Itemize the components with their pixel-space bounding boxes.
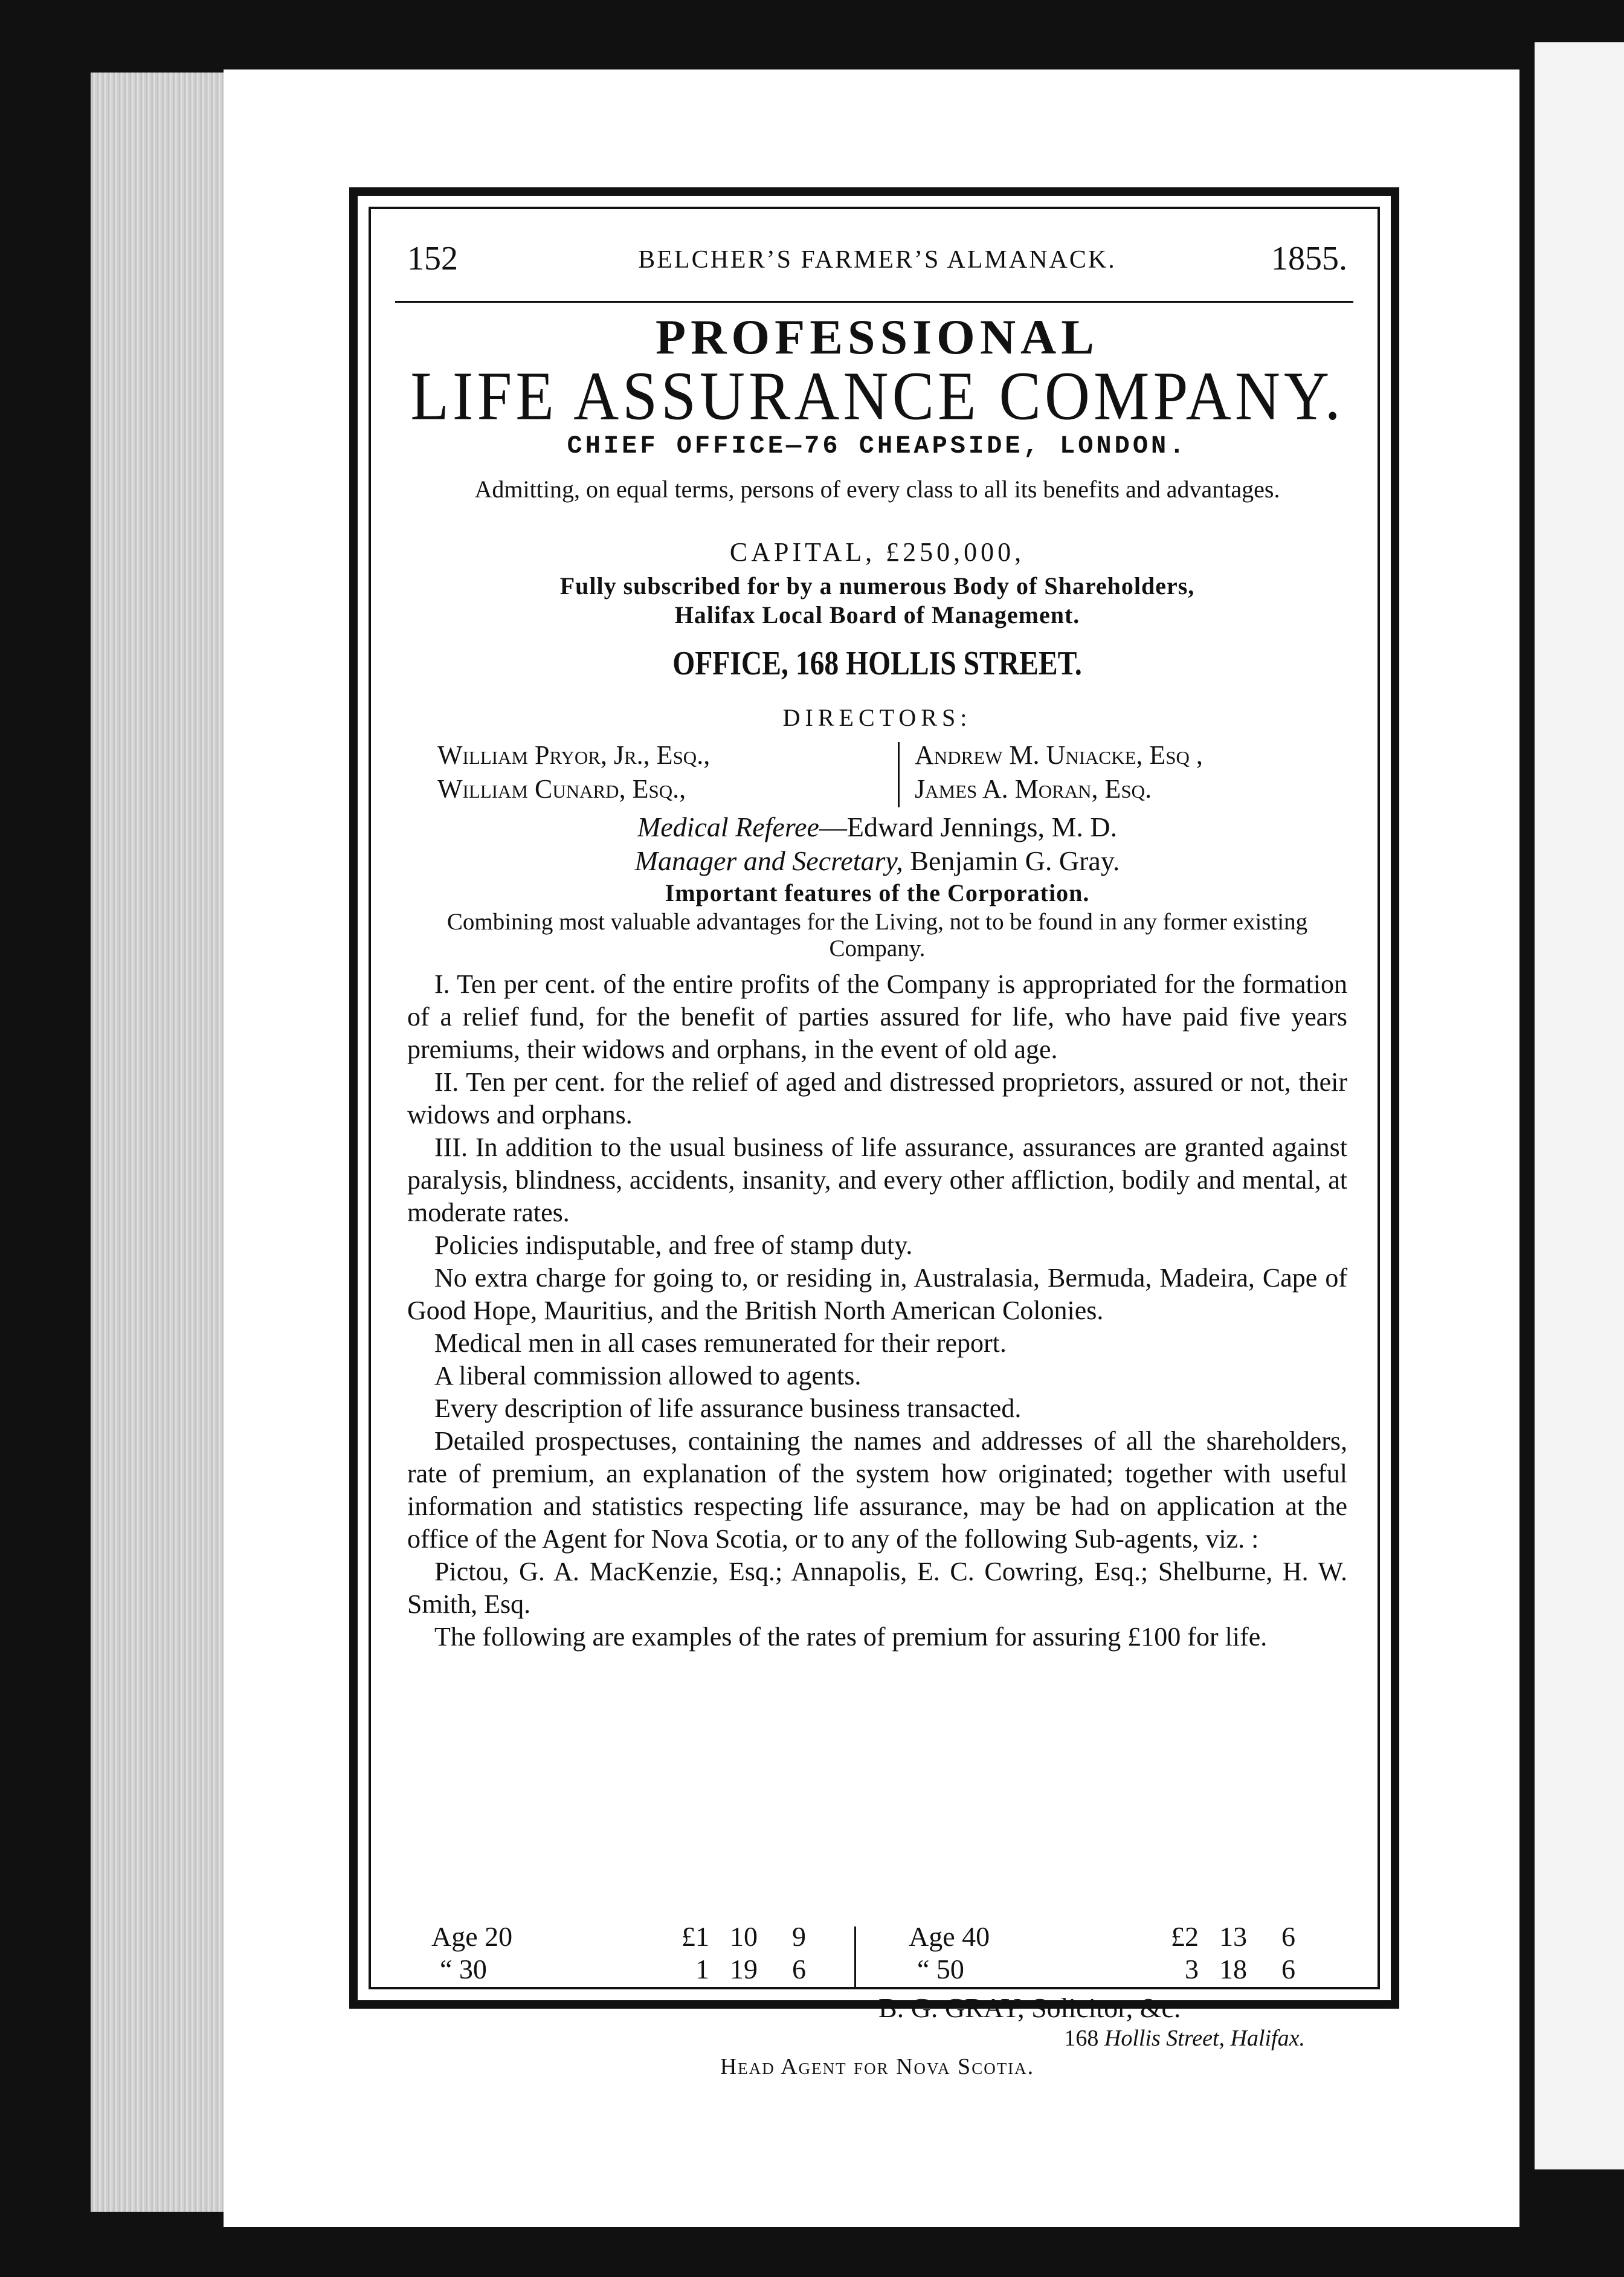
rate-pounds: 1: [695, 1954, 709, 1985]
rate-pence: 6: [1281, 1954, 1295, 1985]
rate-shillings: 18: [1219, 1954, 1247, 1985]
paragraph-assurances: III. In addition to the usual business of life assurance, assurances are granted against paralysis, blindness, accidents, insanity, and every other affliction, bodily and mental, at moderate rates.: [407, 1132, 1347, 1227]
company-name-line2: LIFE ASSURANCE COMPANY.: [410, 358, 1344, 434]
signature-name-line: [878, 1992, 1181, 2024]
agent-address-number: 168: [1064, 2026, 1104, 2051]
rate-age: Age 20: [431, 1921, 513, 1952]
director-name: William Cunard, Esq.,: [437, 774, 686, 804]
rate-shillings: 13: [1219, 1921, 1247, 1952]
almanac-year: 1855.: [1271, 240, 1347, 277]
paragraph-medical-men: Medical men in all cases remunerated for their report.: [434, 1328, 1007, 1358]
rate-shillings: 19: [730, 1954, 758, 1985]
rates-right-ages: [909, 1920, 990, 1986]
rate-age: “ 30: [440, 1954, 487, 1985]
rate-pence: 6: [1281, 1921, 1295, 1952]
subscribed-text: [407, 572, 1347, 630]
running-header: [407, 239, 1347, 282]
director-name: William Pryor, Jr., Esq.,: [437, 740, 710, 770]
header-rule: [395, 301, 1353, 303]
agent-address-line: [1064, 2025, 1305, 2052]
rate-pence: 9: [792, 1921, 806, 1952]
advertisement-inner-border: [369, 207, 1380, 2079]
subscribed-line1: Fully subscribed for by a numerous Body of Shareholders,: [559, 572, 1195, 599]
paragraph-relief: II. Ten per cent. for the relief of aged and distressed proprietors, assured or not, their widows and orphans.: [407, 1067, 1347, 1129]
chief-office: CHIEF OFFICE—76 CHEAPSIDE, LONDON.: [567, 431, 1188, 460]
rates-left-pence: [776, 1920, 806, 1986]
rates-right-pence: [1265, 1920, 1295, 1986]
features-body: [407, 968, 1347, 1653]
rate-pounds: £2: [1171, 1921, 1199, 1952]
features-intro: Combining most valuable advantages for the Living, not to be found in any former existing Company.: [446, 909, 1308, 961]
rate-shillings: 10: [730, 1921, 758, 1952]
page-number: 152: [407, 240, 458, 277]
paragraph-commission: A liberal commission allowed to agents.: [434, 1361, 862, 1390]
rate-pounds: 3: [1185, 1954, 1199, 1985]
rates-left-shillings: [721, 1920, 758, 1986]
agent-address: Hollis Street, Halifax.: [1104, 2026, 1305, 2051]
paragraph-profits: I. Ten per cent. of the entire profits of the Company is appropriated for the formation of a relief fund, for the benefit of parties assured for life, who have paid five years premiums, their widows and orphans, in the event of old age.: [407, 969, 1347, 1064]
paragraph-rates-intro: The following are examples of the rates of premium for assuring £100 for life.: [434, 1622, 1268, 1652]
rates-left-ages: [431, 1920, 512, 1986]
agent-role: Solicitor, &c.: [1024, 1992, 1181, 2023]
manager-name: Benjamin G. Gray.: [903, 845, 1120, 876]
paragraph-no-extra-charge: No extra charge for going to, or residing in, Australasia, Bermuda, Madeira, Cape of Good Hope, Mauritius, and the British North American Colonies.: [407, 1263, 1347, 1325]
director-name: James A. Moran, Esq.: [915, 774, 1152, 804]
subscribed-line2: Halifax Local Board of Management.: [674, 601, 1080, 628]
paragraph-sub-agents: Pictou, G. A. MacKenzie, Esq.; Annapolis, E. C. Cowring, Esq.; Shelburne, H. W. Smith, Esq.: [407, 1557, 1347, 1619]
rate-pence: 6: [792, 1954, 806, 1985]
rates-right-shillings: [1211, 1920, 1247, 1986]
local-office: OFFICE, 168 HOLLIS STREET.: [672, 645, 1082, 682]
rate-age: Age 40: [909, 1921, 990, 1952]
intro-text: Admitting, on equal terms, persons of every class to all its benefits and advantages.: [474, 476, 1280, 503]
manager-label: Manager and Secretary,: [634, 845, 903, 876]
paragraph-policies: Policies indisputable, and free of stamp duty.: [434, 1230, 913, 1260]
directors-divider: [898, 742, 900, 807]
director-name: Andrew M. Uniacke, Esq ,: [915, 740, 1203, 770]
agent-name: B. G. GRAY,: [878, 1992, 1025, 2023]
company-name-line1: PROFESSIONAL: [656, 309, 1099, 364]
medical-referee-label: Medical Referee: [637, 812, 819, 842]
rate-pounds: £1: [682, 1921, 709, 1952]
manager-secretary: [407, 845, 1347, 877]
rates-divider: [854, 1927, 856, 1987]
advertisement-frame: [349, 187, 1399, 2079]
paragraph-prospectuses: Detailed prospectuses, containing the names and addresses of all the shareholders, rate of premium, an explanation of the system how originated; together with useful information and statistics respecting life assurance, may be had on application at the office of the Agent for Nova Scotia, or to any of the following Sub-agents, viz. :: [407, 1426, 1347, 1554]
facing-page-edge: [1535, 42, 1624, 2169]
directors-left: [437, 738, 710, 806]
rates-left-pounds: [667, 1920, 709, 1986]
medical-referee-name: —Edward Jennings, M. D.: [819, 812, 1118, 842]
capital: CAPITAL, £250,000,: [729, 537, 1025, 567]
directors-right: [915, 738, 1203, 806]
rates-right-pounds: [1156, 1920, 1199, 1986]
rate-age: “ 50: [917, 1954, 964, 1985]
features-heading: Important features of the Corporation.: [665, 879, 1090, 906]
almanac-title: BELCHER’S FARMER’S ALMANACK.: [638, 246, 1116, 274]
medical-referee: [407, 811, 1347, 843]
directors-heading: DIRECTORS:: [782, 704, 972, 731]
head-agent: Head Agent for Nova Scotia.: [720, 2054, 1035, 2079]
paragraph-every-description: Every description of life assurance business transacted.: [434, 1394, 1022, 1423]
